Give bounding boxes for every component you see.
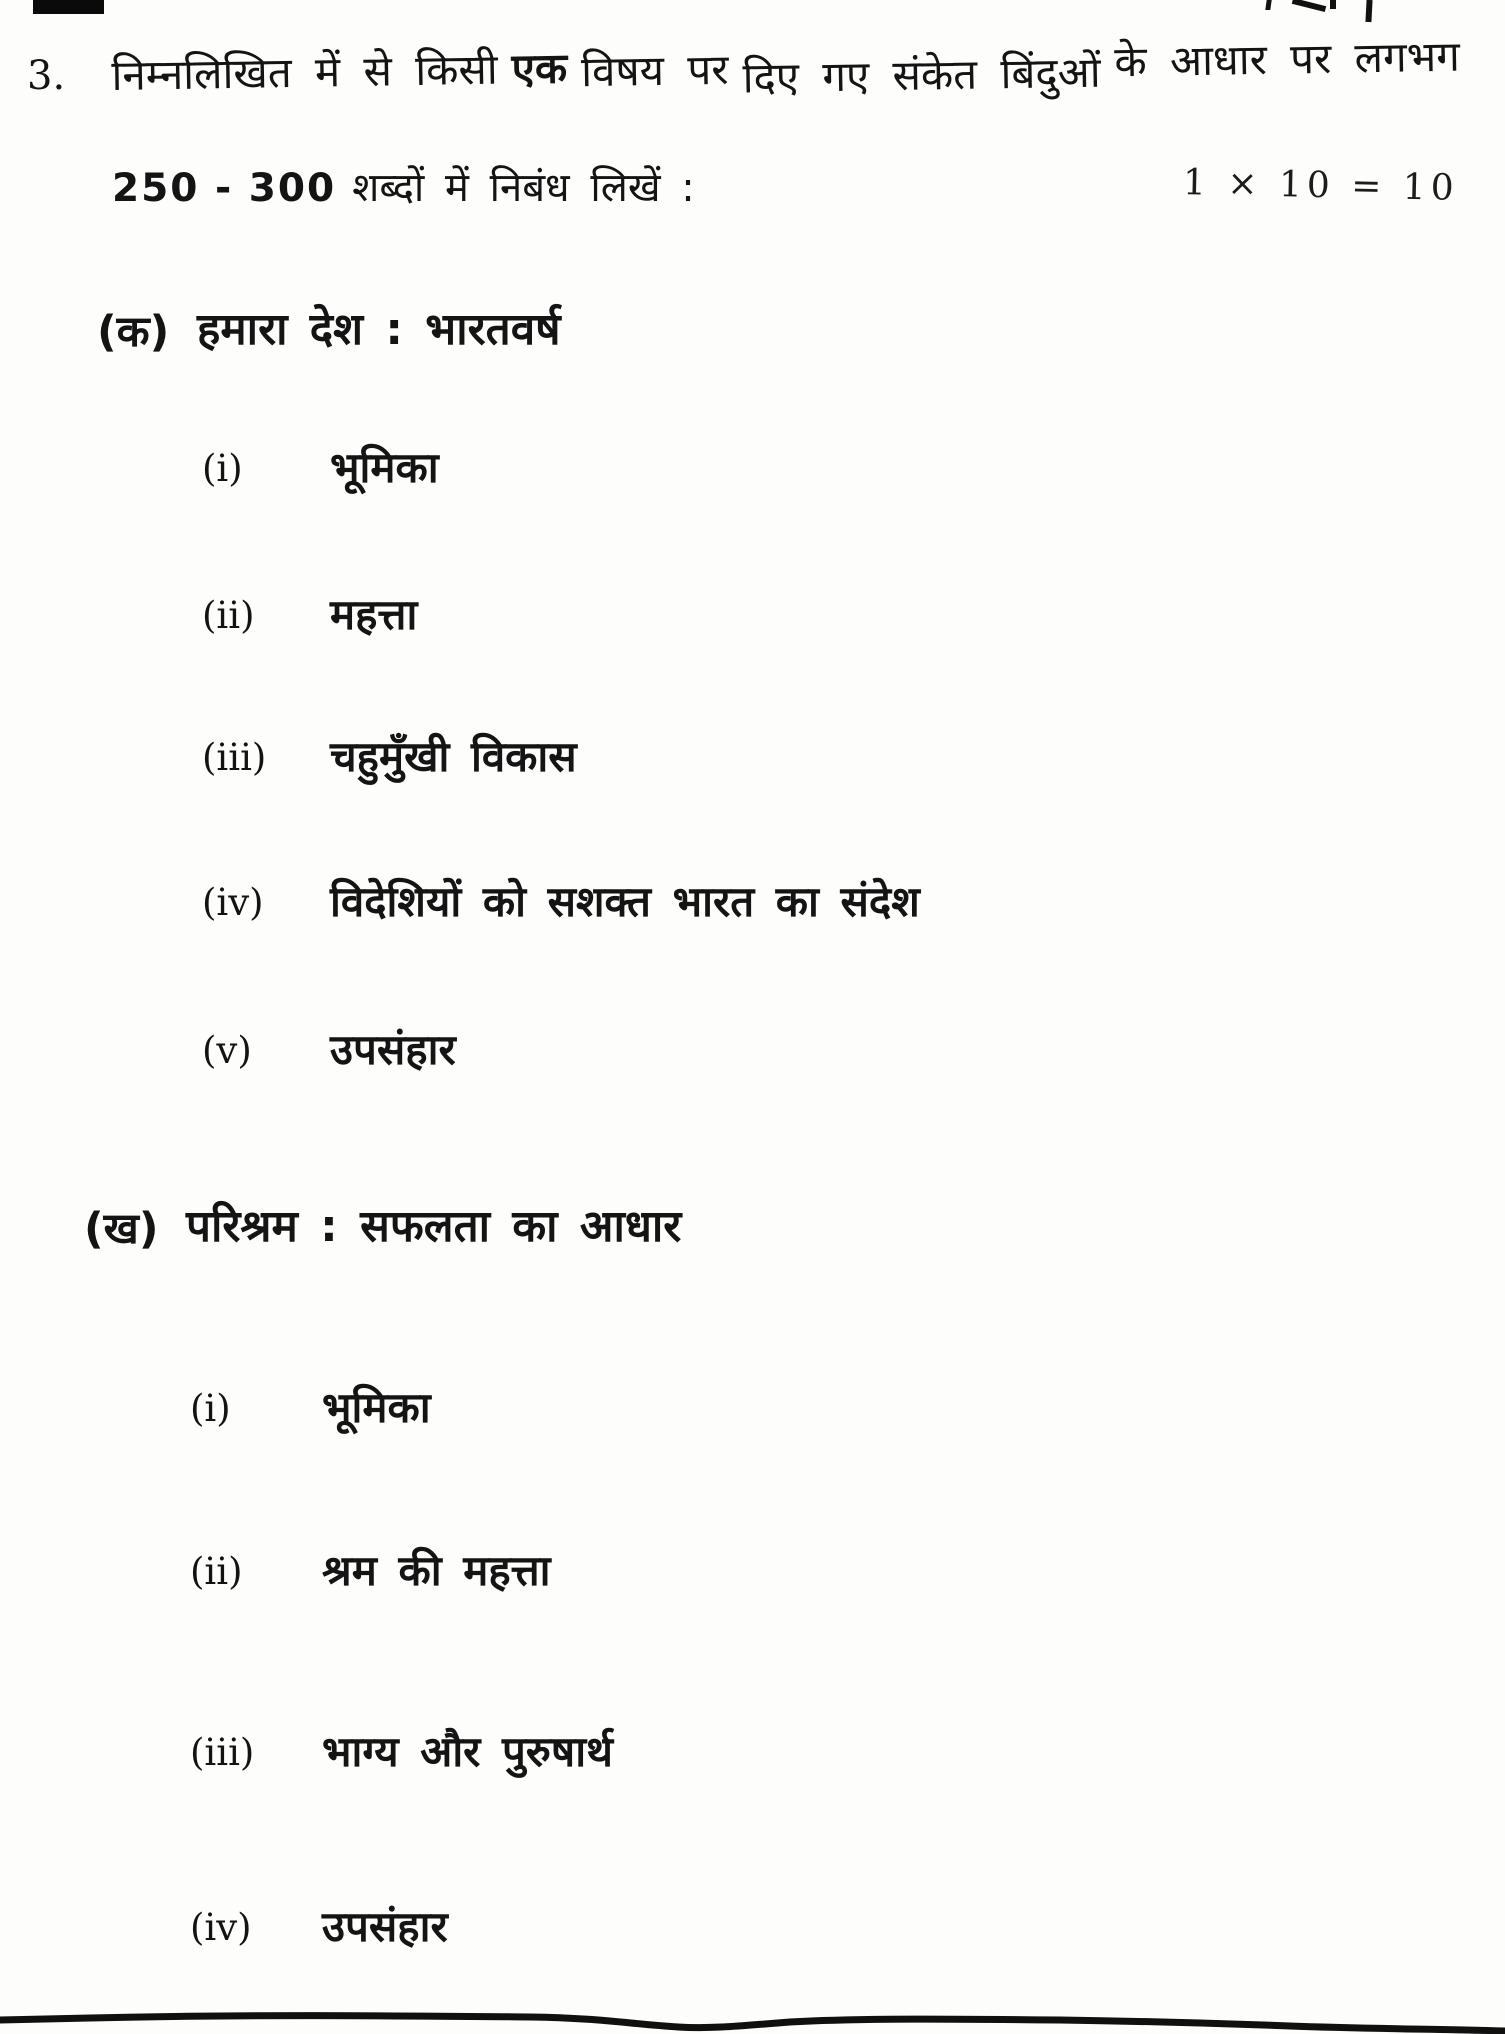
question-intro-part-bold: एक <box>511 43 568 94</box>
outline-point-number: (i) <box>190 1387 231 1430</box>
scan-artifact-black-bar <box>33 0 104 14</box>
cropped-glyph-stroke <box>1365 0 1372 22</box>
outline-point-number: (iii) <box>202 736 267 779</box>
outline-point-text: उपसंहार <box>322 1902 448 1951</box>
question-intro-part: विषय पर <box>580 44 729 97</box>
word-limit: 250 - 300 <box>112 166 337 211</box>
cropped-glyph-stroke <box>1292 0 1326 12</box>
outline-point-number: (i) <box>202 447 243 490</box>
outline-point-number: (ii) <box>190 1550 243 1593</box>
page-edge-line <box>0 2000 1505 2034</box>
topic-a-title: हमारा देश : भारतवर्ष <box>197 304 561 355</box>
outline-point-number: (iv) <box>202 881 264 924</box>
outline-point-text: उपसंहार <box>330 1025 456 1074</box>
outline-point-number: (ii) <box>202 594 255 637</box>
question-number: 3. <box>27 53 66 99</box>
topic-b-title: परिश्रम : सफलता का आधार <box>186 1201 682 1252</box>
instruction-line <box>112 158 695 213</box>
question-intro-part: के आधार पर लगभग <box>1113 31 1461 87</box>
outline-point-text: भाग्य और पुरुषार्थ <box>322 1727 613 1776</box>
outline-point-number: (v) <box>202 1029 252 1072</box>
cropped-glyph-stroke <box>1330 0 1336 9</box>
outline-point-text: भूमिका <box>322 1383 431 1432</box>
marks-allocation: 1 × 10 = 10 <box>1182 162 1460 209</box>
instruction-text: शब्दों में निबंध लिखें : <box>352 165 695 211</box>
outline-point-text: चहुमुँखी विकास <box>330 732 577 781</box>
outline-point-text: विदेशियों को सशक्त भारत का संदेश <box>330 877 920 926</box>
outline-point-text: भूमिका <box>330 443 439 492</box>
topic-a-label: (क) <box>97 307 170 357</box>
cropped-glyph-stroke <box>1265 0 1271 10</box>
outline-point-text: श्रम की महत्ता <box>322 1546 551 1595</box>
question-intro-part: निम्नलिखित में से किसी <box>111 44 499 101</box>
question-intro-line <box>111 24 1461 103</box>
outline-point-text: महत्ता <box>330 590 418 639</box>
topic-b-label: (ख) <box>84 1204 159 1254</box>
outline-point-number: (iv) <box>190 1906 252 1949</box>
question-intro-part: दिए गए संकेत बिंदुओं <box>742 47 1101 103</box>
outline-point-number: (iii) <box>190 1731 255 1774</box>
